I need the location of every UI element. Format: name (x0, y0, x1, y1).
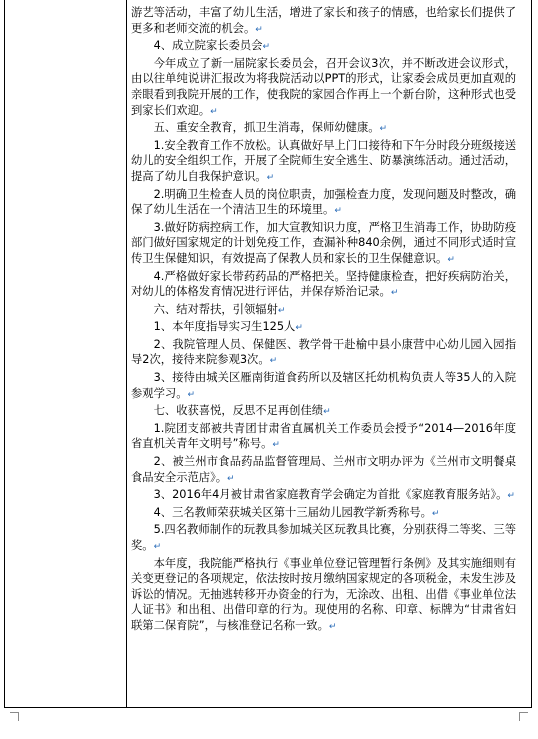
section-heading: 六、结对帮扶，引领辐射↵ (153, 302, 286, 316)
list-item: 2、被兰州市食品药品监督管理局、兰州市文明办评为《兰州市文明餐桌食品安全示范店》。↵ (131, 455, 516, 484)
list-item: 3、接待由城关区雁南街道食药所以及辖区托幼机构负责人等35人的入院参观学习。↵ (131, 371, 516, 400)
list-item: 2、我院管理人员、保健医、教学骨干赴榆中县小康营中心幼儿园入园指导2次，接待来院参观3次。↵ (131, 337, 516, 367)
paragraph: 4.严格做好家长带药药品的严格把关。坚持健康检查，把好疾病防治关，对幼儿的体格发育情况进行评估，并保存矫治记录。↵ (131, 269, 516, 299)
heading: 4、成立院家长委员会↵ (153, 39, 271, 53)
table-column-divider (126, 0, 127, 708)
list-item: 4、三名教师荣获城关区第十三届幼儿园教学新秀称号。↵ (153, 505, 440, 519)
page-corner-mark (519, 712, 528, 721)
page-corner-mark (10, 712, 19, 721)
document-body (131, 5, 516, 636)
list-item: 5.四名教师制作的玩教具参加城关区玩教具比赛，分别获得二等奖、三等奖。↵ (131, 523, 516, 552)
paragraph: 游艺等活动，丰富了幼儿生活，增进了家长和孩子的情感，也给家长们提供了更多和老师交流的机会。↵ (131, 6, 516, 35)
section-heading: 七、收获喜悦，反思不足再创佳绩↵ (153, 404, 331, 418)
section-heading: 五、重安全教育，抓卫生消毒，保师幼健康。↵ (153, 121, 388, 135)
list-item: 1、本年度指导实习生125人↵ (153, 320, 303, 334)
closing-paragraph: 本年度，我院能严格执行《事业单位登记管理暂行条例》及其实施细则有关变更登记的各项规定，依法按时按月缴纳国家规定的各项税金，未发生涉及诉讼的情况。无抽逃转移开办资金的行为，无涂改、出租、出借《事业单位法人证书》和出租、出借印章的行为。现使用的名称、印章、标牌为“甘肃省妇联第二保育院”，与核准登记名称一致。↵ (131, 556, 516, 632)
paragraph: 2.明确卫生检查人员的岗位职责，加强检查力度，发现问题及时整改，确保了幼儿生活在一个清洁卫生的环境里。↵ (131, 187, 516, 217)
paragraph: 今年成立了新一届院家长委员会，召开会议3次，并不断改进会议形式，由以往单纯说讲汇报改为将我院活动以PPT的形式，让家委会成员更加直观的亲眼看到我院开展的工作，使我院的家园合作再上一个新台阶，这种形式也受到家长们欢迎。↵ (131, 56, 516, 117)
paragraph: 1.安全教育工作不放松。认真做好早上门口接待和下午分时段分班级接送幼儿的安全组织工作，开展了全院师生安全逃生、防暴演练活动。通过活动，提高了幼儿自我保护意识。↵ (131, 138, 516, 183)
list-item: 1.院团支部被共青团甘肃省直属机关工作委员会授予“2014—2016年度省直机关青年文明号”称号。↵ (131, 421, 516, 451)
paragraph: 3.做好防病控病工作，加大宣教知识力度，严格卫生消毒工作，协助防疫部门做好国家规定的计划免疫工作，查漏补种840余例，通过不同形式适时宣传卫生保健知识，有效提高了保教人员和家长的卫生保健意识。↵ (131, 220, 516, 265)
list-item: 3、2016年4月被甘肃省家庭教育学会确定为首批《家庭教育服务站》。↵ (153, 488, 515, 502)
